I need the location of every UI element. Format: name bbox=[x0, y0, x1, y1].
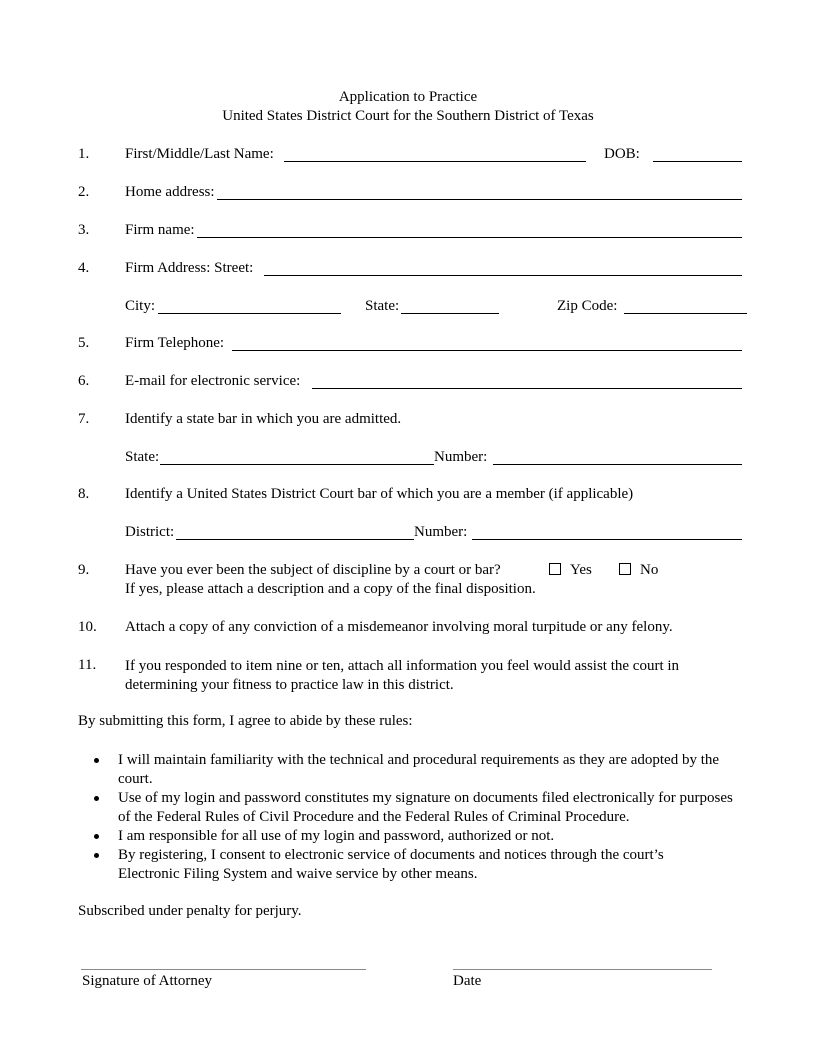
discipline-no-option[interactable] bbox=[619, 562, 658, 579]
signature-field[interactable] bbox=[81, 969, 366, 970]
firm-street-label: Firm Address: Street: bbox=[125, 260, 254, 276]
date-label: Date bbox=[453, 973, 482, 989]
district-label: District: bbox=[125, 524, 175, 540]
bar-number-field[interactable] bbox=[493, 464, 742, 465]
firm-telephone-label: Firm Telephone: bbox=[125, 335, 225, 351]
district-bar-prompt: Identify a United States District Court bar of which you are a member (if applicable) bbox=[125, 486, 634, 502]
yes-label: Yes bbox=[570, 562, 592, 578]
perjury-statement: Subscribed under penalty for perjury. bbox=[78, 903, 302, 919]
bullet-icon bbox=[94, 834, 99, 839]
item-number-10: 10. bbox=[78, 619, 97, 635]
district-number-field[interactable] bbox=[472, 539, 742, 540]
state-label: State: bbox=[365, 298, 400, 314]
firm-name-field[interactable] bbox=[197, 237, 742, 238]
agreement-intro: By submitting this form, I agree to abide by these rules: bbox=[78, 713, 413, 729]
dob-label: DOB: bbox=[604, 146, 640, 162]
dob-field[interactable] bbox=[653, 161, 742, 162]
date-field[interactable] bbox=[453, 969, 712, 970]
bar-state-label: State: bbox=[125, 449, 160, 465]
bar-number-label: Number: bbox=[434, 449, 488, 465]
bar-state-field[interactable] bbox=[160, 464, 434, 465]
email-label: E-mail for electronic service: bbox=[125, 373, 301, 389]
discipline-yes-option[interactable] bbox=[549, 562, 592, 579]
item-number-2: 2. bbox=[78, 184, 90, 200]
firm-street-field[interactable] bbox=[264, 275, 742, 276]
rule-1: I will maintain familiarity with the technical and procedural requirements as they are adopted by the court. bbox=[118, 752, 720, 787]
bullet-icon bbox=[94, 758, 99, 763]
rule-3: I am responsible for all use of my login and password, authorized or not. bbox=[118, 828, 555, 844]
email-field[interactable] bbox=[312, 388, 742, 389]
rule-2: Use of my login and password constitutes my signature on documents filed electronically for purposes of the Federal Rules of Civil Procedure and the Federal Rules of Criminal Procedure. bbox=[118, 790, 733, 825]
bullet-icon bbox=[94, 796, 99, 801]
zip-field[interactable] bbox=[624, 313, 747, 314]
zip-label: Zip Code: bbox=[557, 298, 618, 314]
item-number-11: 11. bbox=[78, 657, 97, 673]
bullet-icon bbox=[94, 853, 99, 858]
name-label: First/Middle/Last Name: bbox=[125, 146, 274, 162]
item-number-9: 9. bbox=[78, 562, 90, 578]
signature-label: Signature of Attorney bbox=[82, 973, 212, 989]
yes-checkbox[interactable] bbox=[549, 563, 561, 575]
home-address-field[interactable] bbox=[217, 199, 742, 200]
item-number-1: 1. bbox=[78, 146, 90, 162]
home-address-label: Home address: bbox=[125, 184, 215, 200]
form-subtitle: United States District Court for the Southern District of Texas bbox=[222, 108, 594, 124]
name-field[interactable] bbox=[284, 161, 586, 162]
rule-4: By registering, I consent to electronic service of documents and notices through the court’s Electronic Filing System and waive service by other means. bbox=[118, 847, 664, 882]
discipline-note: If yes, please attach a description and a copy of the final disposition. bbox=[125, 581, 536, 597]
firm-name-label: Firm name: bbox=[125, 222, 195, 238]
item-number-3: 3. bbox=[78, 222, 90, 238]
item-number-4: 4. bbox=[78, 260, 90, 276]
city-field[interactable] bbox=[158, 313, 341, 314]
item-number-8: 8. bbox=[78, 486, 90, 502]
no-checkbox[interactable] bbox=[619, 563, 631, 575]
no-label: No bbox=[640, 562, 659, 578]
item-number-5: 5. bbox=[78, 335, 90, 351]
form-title: Application to Practice bbox=[338, 89, 478, 105]
discipline-question: Have you ever been the subject of discipline by a court or bar? bbox=[125, 562, 501, 578]
item-number-7: 7. bbox=[78, 411, 90, 427]
district-number-label: Number: bbox=[414, 524, 468, 540]
conviction-instruction: Attach a copy of any conviction of a misdemeanor involving moral turpitude or any felony. bbox=[125, 619, 673, 635]
city-label: City: bbox=[125, 298, 156, 314]
state-field[interactable] bbox=[401, 313, 499, 314]
state-bar-prompt: Identify a state bar in which you are admitted. bbox=[125, 411, 402, 427]
fitness-instruction: If you responded to item nine or ten, attach all information you feel would assist the court in determining your fitness to practice law in this district. bbox=[125, 658, 680, 693]
firm-telephone-field[interactable] bbox=[232, 350, 742, 351]
district-field[interactable] bbox=[176, 539, 414, 540]
item-number-6: 6. bbox=[78, 373, 90, 389]
